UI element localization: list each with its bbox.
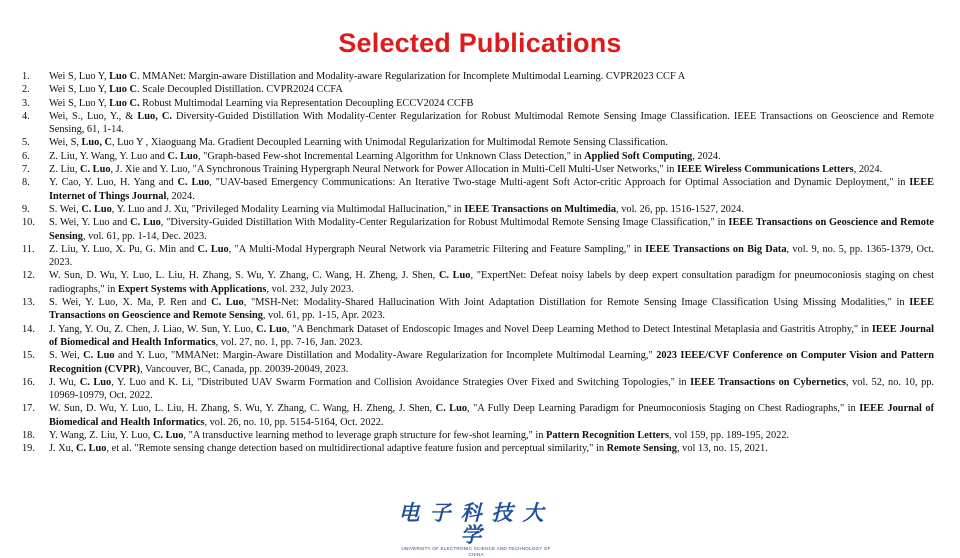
publication-text: , vol. 232, July 2023. [266,283,354,295]
publication-text: W. Sun, D. Wu, Y. Luo, L. Liu, H. Zhang, S. Wu, Y. Zhang, C. Wang, H. Zheng, J. Shen, [49,403,436,415]
publication-emphasis: Luo C. [109,97,140,109]
publication-item [22,163,934,176]
publication-text: , 2024. [853,164,883,176]
publication-emphasis: C. Luo [76,443,107,455]
publication-text: , "Diversity-Guided Distillation With Modality-Center Regularization for Robust Multimodal Remote Sensing Image Classification," in [160,217,729,229]
publication-text: , "A Benchmark Dataset of Endoscopic Images and Novel Deep Learning Method to Detect Intestinal Metaplasia and Gastritis Atrophy," in [286,323,872,335]
publication-text: Wei, S, [49,137,82,149]
publication-item [22,349,934,376]
publication-text: Z. Liu, Y. Luo, X. Pu, G. Min and [49,243,198,255]
publication-number: 18. [22,430,35,442]
publication-emphasis: IEEE Transactions on Multimedia [464,203,617,215]
publication-text: and Y. Luo, "MMANet: Margin-Aware Distillation and Modality-Aware Regularization for Incomplete Multimodal Learning," [114,350,657,362]
publication-emphasis: Remote Sensing [606,443,677,455]
publication-text: , Luo Y , Xiaoguang Ma. Gradient Decoupled Learning with Unimodal Regularization for Multimodal Remote Sensing Classification. [111,137,668,149]
publication-text: , vol. 61, pp. 1-14, Dec. 2023. [82,230,207,242]
publication-item [22,442,934,455]
publication-number: 13. [22,297,35,309]
publication-text: , vol. 9, no. 5, pp. 1365-1379, Oct. 2023. [49,243,935,269]
publication-item [22,110,934,137]
publication-emphasis: IEEE Internet of Things Journal [49,177,934,202]
publication-emphasis: 2023 IEEE/CVF Conference on Computer Vision and Pattern Recognition (CVPR) [49,350,934,375]
publication-item [22,150,934,163]
publication-text: J. Yang, Y. Ou, Z. Chen, J. Liao, W. Sun, Y. Luo, [49,323,257,335]
publication-emphasis: C. Luo [211,297,244,309]
publication-text: . MMANet: Margin-aware Distillation and Modality-aware Regularization for Incomplete Multimodal Learning. CVPR2023 CCF A [136,71,686,82]
publication-item [22,136,934,149]
publication-emphasis: C. Luo [438,270,471,282]
publication-number: 19. [22,443,35,455]
publication-text: J. Xu, [49,443,77,455]
publication-item [22,402,934,429]
publication-emphasis: C. Luo [177,177,210,189]
publication-number: 6. [22,150,30,162]
publication-number: 12. [22,270,35,282]
publication-emphasis: C. Luo [152,430,184,442]
publication-text: S. Wei, [49,350,84,362]
publication-text: , vol 13, no. 15, 2021. [676,443,768,455]
publication-text: Z. Liu, Y. Wang, Y. Luo and [49,150,168,162]
publication-emphasis: C. Luo [435,403,467,415]
publication-number: 4. [22,110,30,122]
logo-chinese-name: 电子科技大学 [398,500,554,547]
publication-text: Robust Multimodal Learning via Representation Decoupling ECCV2024 CCFB [139,97,474,109]
publication-text: Y. Wang, Z. Liu, Y. Luo, [49,430,153,442]
publication-text: , vol. 27, no. 1, pp. 7-16, Jan. 2023. [215,336,363,348]
publication-number: 9. [22,203,30,215]
publication-number: 15. [22,350,35,362]
publication-number: 5. [22,137,30,149]
publication-item [22,203,934,216]
publication-emphasis: IEEE Transactions on Big Data [645,243,787,255]
publication-text: S. Wei, Y. Luo, X. Ma, P. Ren and [49,297,212,309]
publication-number: 17. [22,403,35,415]
publication-text: Wei S, Luo Y, [49,71,110,82]
university-logo [396,500,556,557]
publication-text: , "A transductive learning method to leverage graph structure for few-shot learning," in [183,430,547,442]
publication-text: S. Wei, [49,203,82,215]
publication-text: , "UAV-based Emergency Communications: An Iterative Two-stage Multi-agent Soft Actor-critic Approach for Optimal Association and Dynamic Deployment," in [209,177,910,189]
publication-number: 14. [22,323,35,335]
publication-number: 1. [22,71,30,82]
publication-item [22,243,934,270]
publication-text: , "A Multi-Modal Hypergraph Neural Network via Parametric Filtering and Feature Sampling," in [228,243,646,255]
publication-text: J. Wu, [49,376,80,388]
publication-emphasis: C. Luo [83,350,115,362]
publication-text: , vol. 26, no. 10, pp. 5154-5164, Oct. 2022. [204,416,384,428]
logo-english-name: UNIVERSITY OF ELECTRONIC SCIENCE AND TECHNOLOGY OF CHINA [401,546,551,557]
publication-text: , et al. "Remote sensing change detection based on multidirectional adaptive feature fusion and perceptual similarity," in [106,443,607,455]
publication-text: , J. Xie and Y. Luo, "A Synchronous Training Hypergraph Neural Network for Power Allocation in Multi-Cell Multi-User Networks," in [110,164,677,176]
publication-text: W. Sun, D. Wu, Y. Luo, L. Liu, H. Zhang, S. Wu, Y. Zhang, C. Wang, H. Zheng, J. Shen, [49,270,439,282]
publication-emphasis: Applied Soft Computing [584,150,693,162]
publication-emphasis: IEEE Transactions on Geoscience and Remote Sensing [49,297,935,322]
publication-emphasis: Luo C [109,84,137,96]
publication-text: S. Wei, Y. Luo and [49,217,131,229]
publication-item [22,176,934,203]
publication-text: , "MSH-Net: Modality-Shared Hallucination With Joint Adaptation Distillation for Remote Sensing Image Classification Using Missing Modalities," in [243,297,910,309]
publication-text: , vol. 52, no. 10, pp. 10969-10979, Oct. 2022. [49,376,935,402]
publication-emphasis: Luo C [109,71,137,82]
publication-text: , Y. Luo and J. Xu, "Privileged Modality Learning via Multimodal Hallucination," in [111,203,465,215]
publication-number: 3. [22,97,30,109]
publication-item [22,70,934,83]
publication-emphasis: IEEE Journal of Biomedical and Health Informatics [49,403,935,428]
publication-emphasis: IEEE Wireless Communications Letters [676,164,854,176]
publication-list [22,70,934,456]
publication-number: 8. [22,177,30,189]
publication-text: Z. Liu, [49,164,81,176]
publication-emphasis: Luo, C [81,137,112,149]
publication-text: , "A Fully Deep Learning Paradigm for Pneumoconiosis Staging on Chest Radiographs," in [467,403,860,415]
publication-emphasis: Expert Systems with Applications [117,283,267,295]
publication-text: , "ExpertNet: Defeat noisy labels by deep expert consultation paradigm for pneumoconiosis staging on chest radiographs," in [49,270,935,295]
publication-item [22,323,934,350]
publication-text: , Vancouver, BC, Canada, pp. 20039-20049, 2023. [140,363,349,375]
publication-text: . Scale Decoupled Distillation. CVPR2024 CCFA [136,84,343,96]
publication-item [22,376,934,403]
publication-emphasis: C. Luo [197,243,229,255]
publication-text: Wei, S., Luo, Y., & [49,110,138,122]
publication-text: , vol 159, pp. 189-195, 2022. [668,430,790,442]
publication-emphasis: IEEE Journal of Biomedical and Health Informatics [49,323,934,348]
publication-text: , 2024. [692,150,721,162]
publication-number: 11. [22,243,35,255]
publication-emphasis: C. Luo [130,217,161,229]
publication-text: Y. Cao, Y. Luo, H. Yang and [49,177,178,189]
publication-emphasis: C. Luo [81,203,112,215]
publication-number: 10. [22,217,35,229]
publication-emphasis: IEEE Transactions on Cybernetics [690,376,846,388]
publication-text: Diversity-Guided Distillation With Modality-Center Regularization for Robust Multimodal Remote Sensing Image Classification. IEEE Transactions on Geoscience and Remote Sensing, 61, 1-14. [49,110,934,136]
publication-item [22,97,934,110]
publication-number: 7. [22,164,30,176]
publication-emphasis: IEEE Transactions on Geoscience and Remote Sensing [49,217,934,242]
publication-item [22,269,934,296]
publication-text: Wei S, Luo Y, [49,97,110,109]
publication-emphasis: C. Luo [256,323,287,335]
publication-text: , Y. Luo and K. Li, "Distributed UAV Swarm Formation and Collision Avoidance Strategies Over Fixed and Switching Topologies," in [111,376,691,388]
publication-item [22,429,934,442]
publication-text: , vol. 26, pp. 1516-1527, 2024. [616,203,744,215]
publication-number: 16. [22,376,35,388]
publication-text: , 2024. [166,190,195,202]
publication-number: 2. [22,84,30,96]
publication-item [22,296,934,323]
publication-emphasis: C. Luo [167,150,198,162]
publication-emphasis: C. Luo [79,376,112,388]
publication-text: Wei S, Luo Y, [49,84,110,96]
publication-emphasis: Luo, C. [137,110,172,122]
publication-text: , "Graph-based Few-shot Incremental Learning Algorithm for Unknown Class Detection," in [197,150,585,162]
publication-text: , vol. 61, pp. 1-15, Apr. 2023. [262,310,385,322]
page-title: Selected Publications [338,28,622,58]
publication-item [22,216,934,243]
publication-emphasis: C. Luo [80,164,111,176]
publication-emphasis: Pattern Recognition Letters [546,430,669,442]
publication-item [22,83,934,96]
